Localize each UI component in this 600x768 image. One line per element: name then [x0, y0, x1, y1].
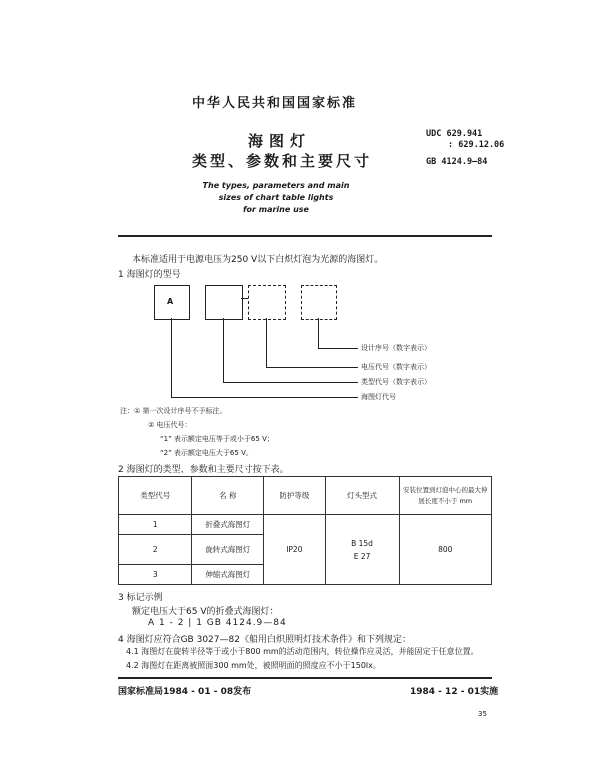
note-1: 注：① 第一次设计序号不予标注。 — [120, 407, 227, 415]
table-cell-type-code: 3 — [119, 565, 192, 585]
marking-example-code: A 1 - 2 | 1 GB 4124.9—84 — [148, 618, 287, 628]
label-lamp-code: 海图灯代号 — [361, 393, 396, 401]
lamp-base-value: B 15d — [351, 538, 373, 548]
leader-type — [223, 382, 358, 383]
country-title: 中华人民共和国国家标准 — [192, 96, 358, 111]
table-header: 防护等级 — [264, 477, 325, 515]
udc-code: UDC 629.941 — [426, 129, 483, 139]
table-header: 名 称 — [192, 477, 264, 515]
leader-type — [223, 318, 224, 382]
table-row — [119, 515, 492, 535]
marking-example-description: 额定电压大于65 V的折叠式海图灯： — [132, 607, 279, 617]
note-4: “2” 表示额定电压大于65 V。 — [160, 449, 253, 457]
section-3-heading: 3 标记示例 — [118, 593, 163, 603]
model-box-voltage-code — [248, 285, 286, 320]
leader-lamp — [171, 397, 358, 398]
english-title-line: sizes of chart table lights — [218, 193, 334, 202]
section-1-heading: 1 海图灯的型号 — [118, 270, 181, 280]
leader-lamp — [171, 318, 172, 397]
header-rule — [118, 235, 492, 237]
label-type-code: 类型代号（数字表示） — [361, 378, 431, 386]
english-title-line: for marine use — [243, 205, 309, 214]
model-box-letter: A — [167, 297, 174, 306]
english-title-line: The types, parameters and main — [202, 181, 350, 190]
page-subtitle: 类型、参数和主要尺寸 — [192, 152, 373, 170]
table-header: 灯头型式 — [325, 477, 399, 515]
table-header: 安装位置到灯泡中心的最大伸展长度不小于 mm — [399, 477, 491, 515]
model-box-type-letter — [154, 285, 190, 320]
table-cell-extension: 800 — [399, 515, 491, 585]
section-4-heading: 4 海图灯应符合GB 3027—82《船用白炽照明灯技术条件》和下列规定： — [118, 635, 411, 645]
page-number: 35 — [478, 710, 487, 718]
table-cell-type-code: 1 — [119, 515, 192, 535]
table-cell-protection: IP20 — [264, 515, 325, 585]
leader-voltage — [266, 318, 267, 367]
issue-date: 国家标准局1984 - 01 - 08发布 — [118, 687, 252, 697]
table-cell-lamp-base — [325, 515, 399, 585]
model-box-type-code — [205, 285, 243, 320]
table-header-row — [119, 477, 492, 515]
table-cell-name: 折叠式海图灯 — [192, 515, 264, 535]
english-title — [196, 180, 356, 216]
section-2-heading: 2 海图灯的类型、参数和主要尺寸按下表。 — [118, 465, 289, 475]
effective-date: 1984 - 12 - 01实施 — [410, 687, 499, 697]
leader-design — [318, 318, 319, 348]
gb-code: GB 4124.9—84 — [426, 157, 488, 167]
table-cell-name: 伸缩式海图灯 — [192, 565, 264, 585]
table-cell-type-code: 2 — [119, 535, 192, 565]
leader-design — [318, 348, 358, 349]
footer-rule — [118, 677, 492, 679]
model-box-design-number — [301, 285, 337, 320]
requirement-4-2: 4.2 海图灯在距离被照面300 mm处，被照明面的照度应不小于150lx。 — [126, 661, 381, 670]
label-design-number: 设计序号（数字表示） — [361, 344, 431, 352]
spec-table — [118, 476, 492, 585]
label-voltage-code: 电压代号（数字表示） — [361, 363, 431, 371]
intro-text: 本标准适用于电源电压为250 V以下白炽灯泡为光源的海图灯。 — [132, 255, 384, 265]
table-header: 类型代号 — [119, 477, 192, 515]
table-cell-name: 旋转式海图灯 — [192, 535, 264, 565]
page-title: 海图灯 — [248, 132, 312, 150]
requirement-4-1: 4.1 海图灯在旋转半径等于或小于800 mm的活动范围内，转位操作应灵活，并能固定于任意位置。 — [126, 647, 479, 656]
box-separator — [241, 298, 248, 299]
leader-voltage — [266, 367, 358, 368]
note-2: ② 电压代号： — [148, 421, 192, 429]
udc-code-continued: : 629.12.06 — [448, 140, 505, 150]
lamp-base-value: E 27 — [353, 551, 371, 561]
note-3: “1” 表示额定电压等于或小于65 V； — [160, 435, 274, 443]
